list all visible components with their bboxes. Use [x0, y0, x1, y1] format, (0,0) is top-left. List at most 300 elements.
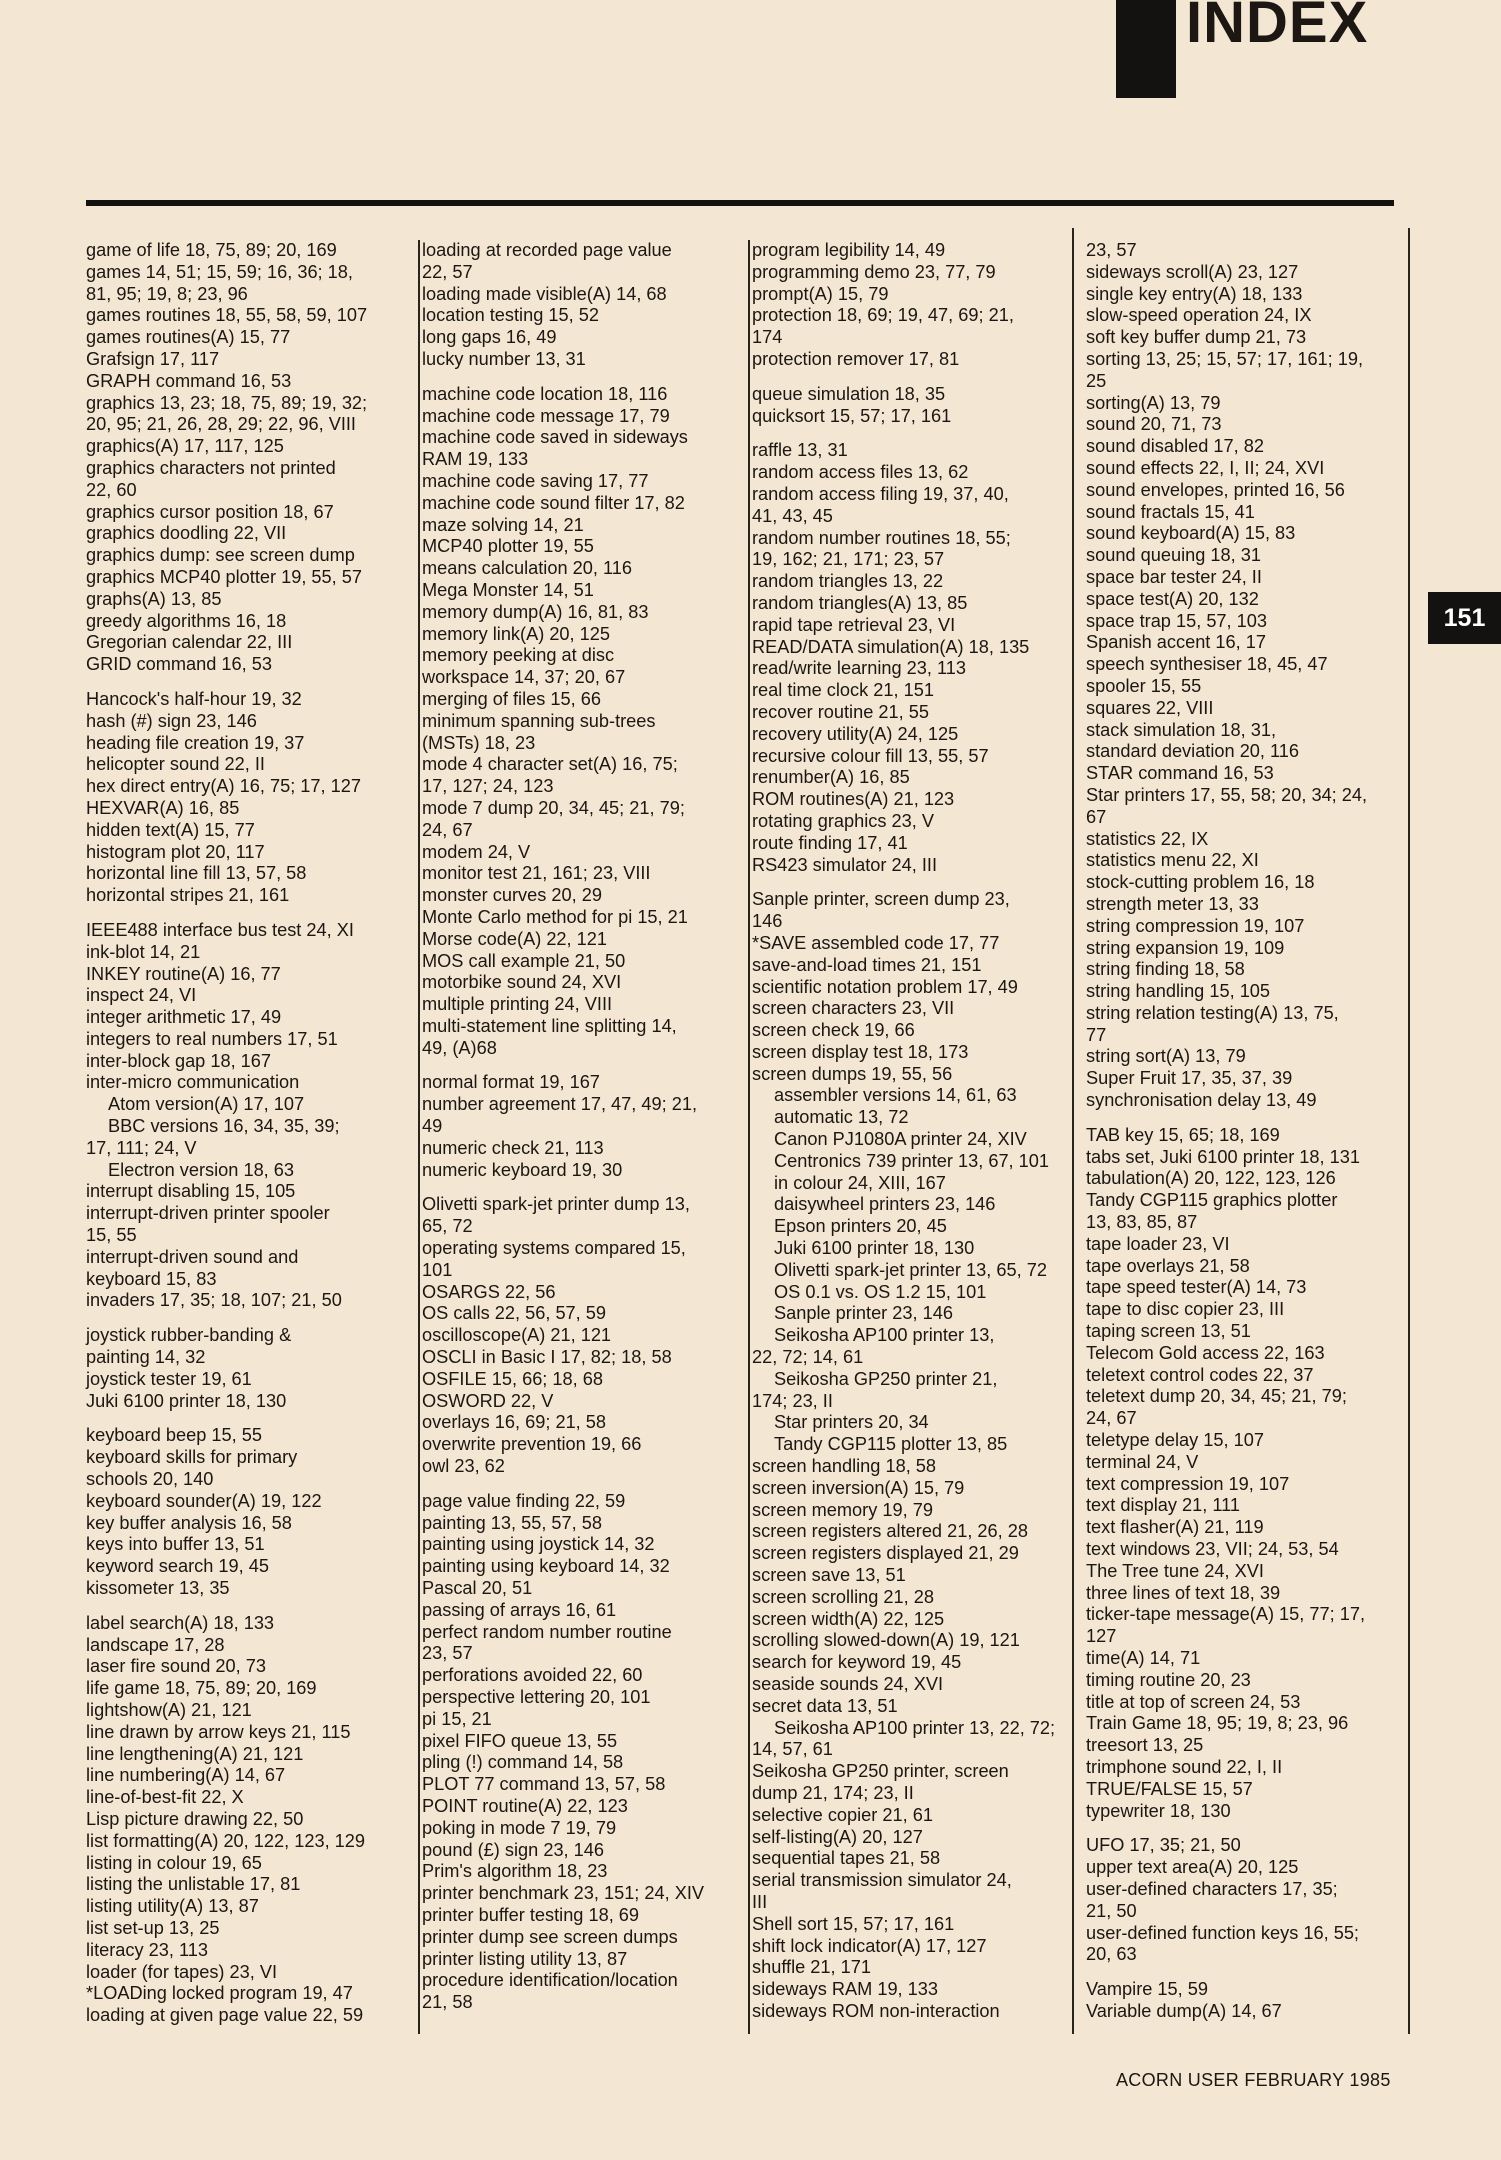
- index-entry: teletype delay 15, 107: [1086, 1430, 1264, 1451]
- index-entry: sequential tapes 21, 58: [752, 1848, 941, 1869]
- index-entry: screen memory 19, 79: [752, 1499, 933, 1520]
- index-entry: machine code sound filter 17, 82: [422, 492, 685, 513]
- index-entry: RAM 19, 133: [422, 449, 529, 470]
- index-entry: recover routine 21, 55: [752, 701, 929, 722]
- index-entry: tape loader 23, VI: [1086, 1233, 1230, 1254]
- index-entry: user-defined characters 17, 35;: [1086, 1878, 1338, 1899]
- index-entry: joystick tester 19, 61: [86, 1368, 252, 1389]
- index-entry: tabs set, Juki 6100 printer 18, 131: [1086, 1146, 1360, 1167]
- index-entry: quicksort 15, 57; 17, 161: [752, 405, 952, 426]
- index-section-gap: [422, 1059, 752, 1072]
- index-entry: graphics characters not printed: [86, 457, 336, 478]
- index-entry: BBC versions 16, 34, 35, 39;: [108, 1116, 340, 1137]
- index-entry: 17, 127; 24, 123: [422, 776, 554, 797]
- index-entry: pound (£) sign 23, 146: [422, 1839, 605, 1860]
- index-entry: oscilloscope(A) 21, 121: [422, 1325, 612, 1346]
- index-entry: upper text area(A) 20, 125: [1086, 1857, 1299, 1878]
- index-entry: label search(A) 18, 133: [86, 1612, 275, 1633]
- index-entry: IEEE488 interface bus test 24, XI: [86, 919, 354, 940]
- index-entry: strength meter 13, 33: [1086, 893, 1259, 914]
- index-entry: Seikosha AP100 printer 13, 22, 72;: [774, 1717, 1056, 1738]
- index-entry: mode 4 character set(A) 16, 75;: [422, 754, 678, 775]
- top-rule: [86, 200, 1394, 206]
- index-entry: teletext control codes 22, 37: [1086, 1364, 1314, 1385]
- index-entry: owl 23, 62: [422, 1456, 505, 1477]
- index-entry: pi 15, 21: [422, 1708, 492, 1729]
- index-entry: long gaps 16, 49: [422, 327, 557, 348]
- index-entry: 24, 67: [422, 819, 473, 840]
- index-entry: Canon PJ1080A printer 24, XIV: [774, 1129, 1027, 1150]
- index-section-gap: [86, 1412, 416, 1425]
- index-entry: life game 18, 75, 89; 20, 169: [86, 1678, 317, 1699]
- index-entry: Pascal 20, 51: [422, 1578, 533, 1599]
- index-entry: Sanple printer 23, 146: [774, 1303, 953, 1324]
- index-entry: graphs(A) 13, 85: [86, 588, 222, 609]
- index-entry: queue simulation 18, 35: [752, 383, 946, 404]
- index-entry: 146: [752, 911, 783, 932]
- index-entry: soft key buffer dump 21, 73: [1086, 327, 1307, 348]
- index-entry: Centronics 739 printer 13, 67, 101: [774, 1150, 1050, 1171]
- index-entry: random access filing 19, 37, 40,: [752, 483, 1009, 504]
- index-entry: 65, 72: [422, 1216, 473, 1237]
- index-entry: automatic 13, 72: [774, 1107, 909, 1128]
- index-entry: Shell sort 15, 57; 17, 161: [752, 1913, 955, 1934]
- index-entry: 21, 50: [1086, 1900, 1137, 1921]
- index-entry: list set-up 13, 25: [86, 1917, 220, 1938]
- index-entry: Seikosha AP100 printer 13,: [774, 1325, 995, 1346]
- index-entry: machine code saving 17, 77: [422, 470, 649, 491]
- index-entry: prompt(A) 15, 79: [752, 283, 889, 304]
- index-entry: 14, 57, 61: [752, 1739, 833, 1760]
- index-entry: string sort(A) 13, 79: [1086, 1046, 1246, 1067]
- index-entry: OS 0.1 vs. OS 1.2 15, 101: [774, 1281, 987, 1302]
- index-entry: III: [752, 1891, 768, 1912]
- index-entry: painting 14, 32: [86, 1347, 206, 1368]
- index-entry: Variable dump(A) 14, 67: [1086, 2000, 1282, 2021]
- index-entry: stock-cutting problem 16, 18: [1086, 872, 1315, 893]
- index-entry: numeric check 21, 113: [422, 1137, 604, 1158]
- index-entry: laser fire sound 20, 73: [86, 1656, 266, 1677]
- index-entry: text compression 19, 107: [1086, 1473, 1290, 1494]
- index-entry: space bar tester 24, II: [1086, 566, 1262, 587]
- index-entry: tabulation(A) 20, 122, 123, 126: [1086, 1168, 1336, 1189]
- index-entry: random access files 13, 62: [752, 462, 969, 483]
- index-entry: renumber(A) 16, 85: [752, 767, 910, 788]
- index-entry: 21, 58: [422, 1992, 473, 2013]
- index-entry: time(A) 14, 71: [1086, 1648, 1201, 1668]
- index-entry: OSCLI in Basic I 17, 82; 18, 58: [422, 1347, 672, 1368]
- index-entry: list formatting(A) 20, 122, 123, 129: [86, 1830, 366, 1851]
- index-entry: tape overlays 21, 58: [1086, 1255, 1250, 1276]
- index-entry: text flasher(A) 21, 119: [1086, 1517, 1264, 1538]
- index-entry: Juki 6100 printer 18, 130: [86, 1390, 287, 1411]
- index-entry: 101: [422, 1259, 453, 1280]
- index-entry: statistics menu 22, XI: [1086, 850, 1259, 871]
- index-entry: INKEY routine(A) 16, 77: [86, 963, 281, 984]
- index-entry: lightshow(A) 21, 121: [86, 1700, 252, 1720]
- index-entry: string compression 19, 107: [1086, 915, 1305, 936]
- index-entry: listing in colour 19, 65: [86, 1852, 262, 1873]
- index-entry: Morse code(A) 22, 121: [422, 928, 608, 949]
- index-entry: sorting 13, 25; 15, 57; 17, 161; 19,: [1086, 348, 1364, 369]
- index-entry: landscape 17, 28: [86, 1634, 225, 1655]
- index-entry: RS423 simulator 24, III: [752, 854, 937, 875]
- index-entry: 20, 95; 21, 26, 28, 29; 22, 96, VIII: [86, 414, 356, 435]
- index-entry: treesort 13, 25: [1086, 1735, 1204, 1756]
- index-entry: graphics MCP40 plotter 19, 55, 57: [86, 566, 363, 587]
- index-entry: monitor test 21, 161; 23, VIII: [422, 863, 651, 884]
- index-entry: *SAVE assembled code 17, 77: [752, 932, 1000, 953]
- index-entry: modem 24, V: [422, 841, 531, 862]
- index-entry: printer buffer testing 18, 69: [422, 1904, 640, 1925]
- index-entry: inter-block gap 18, 167: [86, 1050, 272, 1071]
- index-entry: in colour 24, XIII, 167: [774, 1172, 946, 1193]
- index-entry: daisywheel printers 23, 146: [774, 1194, 996, 1215]
- index-entry: Star printers 20, 34: [774, 1412, 929, 1433]
- index-entry: terminal 24, V: [1086, 1451, 1199, 1472]
- index-entry: loader (for tapes) 23, VI: [86, 1961, 278, 1982]
- index-entry: graphics cursor position 18, 67: [86, 501, 334, 522]
- index-entry: serial transmission simulator 24,: [752, 1870, 1012, 1891]
- index-entry: string expansion 19, 109: [1086, 937, 1285, 958]
- index-entry: recursive colour fill 13, 55, 57: [752, 745, 989, 766]
- index-entry: statistics 22, IX: [1086, 828, 1209, 849]
- index-entry: HEXVAR(A) 16, 85: [86, 797, 240, 818]
- index-entry: random triangles 13, 22: [752, 571, 944, 592]
- index-entry: sound envelopes, printed 16, 56: [1086, 479, 1345, 500]
- index-entry: hash (#) sign 23, 146: [86, 710, 257, 731]
- index-entry: sound keyboard(A) 15, 83: [1086, 523, 1296, 544]
- index-entry: overlays 16, 69; 21, 58: [422, 1412, 607, 1433]
- index-entry: sorting(A) 13, 79: [1086, 392, 1221, 413]
- index-entry: Olivetti spark-jet printer dump 13,: [422, 1194, 690, 1215]
- index-section-gap: [422, 1478, 752, 1491]
- index-entry: Olivetti spark-jet printer 13, 65, 72: [774, 1259, 1047, 1280]
- index-entry: GRID command 16, 53: [86, 654, 272, 675]
- index-entry: keys into buffer 13, 51: [86, 1534, 265, 1555]
- index-entry: text windows 23, VII; 24, 53, 54: [1086, 1539, 1339, 1560]
- index-entry: perspective lettering 20, 101: [422, 1687, 651, 1707]
- index-entry: TAB key 15, 65; 18, 169: [1086, 1124, 1280, 1145]
- index-section-gap: [422, 1181, 752, 1194]
- index-entry: speech synthesiser 18, 45, 47: [1086, 654, 1328, 675]
- index-entry: screen characters 23, VII: [752, 998, 955, 1019]
- index-entry: greedy algorithms 16, 18: [86, 610, 287, 631]
- index-entry: 24, 67: [1086, 1408, 1137, 1429]
- index-entry: machine code message 17, 79: [422, 405, 670, 426]
- index-entry: standard deviation 20, 116: [1086, 741, 1300, 762]
- index-entry: keyboard skills for primary: [86, 1447, 298, 1468]
- index-entry: save-and-load times 21, 151: [752, 954, 982, 975]
- index-entry: Seikosha GP250 printer 21,: [774, 1368, 998, 1389]
- index-entry: recovery utility(A) 24, 125: [752, 723, 959, 744]
- index-entry: graphics 13, 23; 18, 75, 89; 19, 32;: [86, 392, 368, 413]
- index-entry: memory link(A) 20, 125: [422, 623, 611, 644]
- index-entry: screen inversion(A) 15, 79: [752, 1477, 965, 1498]
- index-entry: tape to disc copier 23, III: [1086, 1299, 1285, 1320]
- index-entry: keyboard 15, 83: [86, 1268, 217, 1289]
- index-entry: OS calls 22, 56, 57, 59: [422, 1303, 607, 1324]
- index-entry: heading file creation 19, 37: [86, 732, 305, 753]
- index-section-gap: [752, 876, 1082, 889]
- index-entry: screen registers displayed 21, 29: [752, 1543, 1019, 1564]
- index-section-gap: [1086, 1112, 1416, 1125]
- index-entry: rapid tape retrieval 23, VI: [752, 614, 956, 635]
- header-block: [1116, 0, 1176, 98]
- index-entry: (MSTs) 18, 23: [422, 732, 536, 753]
- index-entry: mode 7 dump 20, 34, 45; 21, 79;: [422, 797, 685, 818]
- index-entry: minimum spanning sub-trees: [422, 710, 656, 731]
- index-entry: typewriter 18, 130: [1086, 1800, 1231, 1821]
- index-entry: protection remover 17, 81: [752, 348, 960, 369]
- index-section-gap: [86, 1600, 416, 1613]
- index-entry: GRAPH command 16, 53: [86, 370, 292, 391]
- index-entry: overwrite prevention 19, 66: [422, 1434, 642, 1455]
- index-column-2: [422, 240, 752, 2014]
- index-entry: Mega Monster 14, 51: [422, 579, 594, 600]
- index-entry: screen display test 18, 173: [752, 1041, 969, 1062]
- index-entry: programming demo 23, 77, 79: [752, 261, 996, 282]
- index-entry: screen width(A) 22, 125: [752, 1608, 945, 1629]
- index-entry: ticker-tape message(A) 15, 77; 17,: [1086, 1604, 1366, 1625]
- index-entry: 127: [1086, 1626, 1117, 1647]
- index-entry: Electron version 18, 63: [108, 1159, 295, 1180]
- index-entry: single key entry(A) 18, 133: [1086, 283, 1303, 304]
- index-entry: rotating graphics 23, V: [752, 810, 934, 831]
- index-entry: Juki 6100 printer 18, 130: [774, 1238, 975, 1259]
- index-entry: interrupt-driven sound and: [86, 1246, 299, 1267]
- index-entry: spooler 15, 55: [1086, 675, 1202, 696]
- index-entry: screen check 19, 66: [752, 1020, 915, 1041]
- index-entry: invaders 17, 35; 18, 107; 21, 50: [86, 1290, 342, 1311]
- index-entry: painting using joystick 14, 32: [422, 1534, 655, 1555]
- index-entry: sound queuing 18, 31: [1086, 545, 1261, 566]
- index-entry: means calculation 20, 116: [422, 558, 632, 579]
- index-entry: horizontal stripes 21, 161: [86, 885, 290, 906]
- index-entry: 19, 162; 21, 171; 23, 57: [752, 549, 945, 570]
- index-entry: monster curves 20, 29: [422, 885, 602, 906]
- index-entry: Atom version(A) 17, 107: [108, 1094, 305, 1115]
- index-entry: interrupt-driven printer spooler: [86, 1203, 330, 1224]
- index-entry: text display 21, 111: [1086, 1495, 1241, 1516]
- index-entry: OSARGS 22, 56: [422, 1281, 556, 1302]
- index-entry: 23, 57: [422, 1643, 473, 1664]
- index-entry: synchronisation delay 13, 49: [1086, 1090, 1317, 1111]
- index-entry: Grafsign 17, 117: [86, 348, 220, 369]
- index-entry: slow-speed operation 24, IX: [1086, 305, 1312, 326]
- index-entry: squares 22, VIII: [1086, 697, 1214, 718]
- index-entry: string finding 18, 58: [1086, 959, 1245, 980]
- index-entry: search for keyword 19, 45: [752, 1652, 962, 1673]
- index-entry: Train Game 18, 95; 19, 8; 23, 96: [1086, 1713, 1349, 1734]
- index-entry: sound 20, 71, 73: [1086, 414, 1222, 435]
- index-section-gap: [86, 907, 416, 920]
- index-entry: joystick rubber-banding &: [86, 1325, 292, 1346]
- index-entry: Super Fruit 17, 35, 37, 39: [1086, 1068, 1293, 1089]
- index-entry: 22, 60: [86, 479, 137, 500]
- index-entry: route finding 17, 41: [752, 832, 908, 853]
- index-entry: graphics doodling 22, VII: [86, 523, 287, 544]
- index-entry: shuffle 21, 171: [752, 1957, 871, 1978]
- index-entry: seaside sounds 24, XVI: [752, 1674, 944, 1694]
- index-entry: Gregorian calendar 22, III: [86, 632, 293, 653]
- index-entry: 174: [752, 327, 783, 348]
- index-column-4: [1086, 240, 1416, 2023]
- index-entry: Tandy CGP115 plotter 13, 85: [774, 1434, 1008, 1455]
- index-entry: memory dump(A) 16, 81, 83: [422, 601, 649, 622]
- index-entry: The Tree tune 24, XVI: [1086, 1560, 1264, 1581]
- index-entry: string relation testing(A) 13, 75,: [1086, 1002, 1339, 1023]
- index-entry: UFO 17, 35; 21, 50: [1086, 1835, 1241, 1856]
- index-entry: sound effects 22, I, II; 24, XVI: [1086, 457, 1325, 478]
- index-column-3: [752, 240, 1082, 2023]
- index-entry: sound disabled 17, 82: [1086, 436, 1264, 457]
- index-entry: line numbering(A) 14, 67: [86, 1765, 286, 1786]
- index-entry: numeric keyboard 19, 30: [422, 1159, 623, 1180]
- index-entry: kissometer 13, 35: [86, 1578, 230, 1599]
- index-entry: horizontal line fill 13, 57, 58: [86, 863, 307, 884]
- index-entry: Vampire 15, 59: [1086, 1979, 1208, 2000]
- index-entry: number agreement 17, 47, 49; 21,: [422, 1094, 698, 1115]
- index-entry: Lisp picture drawing 22, 50: [86, 1808, 304, 1829]
- index-entry: MCP40 plotter 19, 55: [422, 536, 594, 557]
- index-entry: literacy 23, 113: [86, 1939, 208, 1960]
- index-entry: operating systems compared 15,: [422, 1238, 686, 1259]
- index-entry: 17, 111; 24, V: [86, 1137, 197, 1158]
- index-entry: OSFILE 15, 66; 18, 68: [422, 1368, 603, 1389]
- index-entry: PLOT 77 command 13, 57, 58: [422, 1774, 666, 1795]
- index-entry: secret data 13, 51: [752, 1695, 898, 1716]
- index-entry: title at top of screen 24, 53: [1086, 1691, 1301, 1712]
- index-entry: three lines of text 18, 39: [1086, 1582, 1281, 1603]
- index-entry: tape speed tester(A) 14, 73: [1086, 1277, 1307, 1298]
- index-entry: assembler versions 14, 61, 63: [774, 1085, 1017, 1106]
- index-entry: printer dump see screen dumps: [422, 1926, 678, 1947]
- index-entry: MOS call example 21, 50: [422, 950, 626, 971]
- index-entry: painting 13, 55, 57, 58: [422, 1512, 603, 1533]
- index-entry: games routines(A) 15, 77: [86, 327, 291, 348]
- index-entry: screen handling 18, 58: [752, 1456, 937, 1477]
- index-entry: 81, 95; 19, 8; 23, 96: [86, 283, 248, 304]
- index-entry: multi-statement line splitting 14,: [422, 1015, 677, 1036]
- index-entry: raffle 13, 31: [752, 440, 848, 461]
- index-entry: graphics dump: see screen dump: [86, 545, 355, 566]
- index-entry: pling (!) command 14, 58: [422, 1752, 624, 1773]
- index-entry: pixel FIFO queue 13, 55: [422, 1730, 618, 1751]
- index-entry: TRUE/FALSE 15, 57: [1086, 1778, 1253, 1799]
- index-entry: machine code saved in sideways: [422, 427, 688, 448]
- index-entry: workspace 14, 37; 20, 67: [422, 667, 626, 688]
- index-entry: Hancock's half-hour 19, 32: [86, 688, 302, 709]
- index-entry: passing of arrays 16, 61: [422, 1599, 617, 1620]
- index-entry: sound fractals 15, 41: [1086, 501, 1255, 522]
- index-entry: listing the unlistable 17, 81: [86, 1874, 301, 1895]
- index-entry: program legibility 14, 49: [752, 240, 946, 260]
- page-title: INDEX: [1186, 0, 1369, 55]
- index-entry: maze solving 14, 21: [422, 514, 584, 535]
- index-entry: games 14, 51; 15, 59; 16, 36; 18,: [86, 261, 353, 282]
- index-entry: perfect random number routine: [422, 1621, 672, 1642]
- index-entry: screen dumps 19, 55, 56: [752, 1063, 953, 1084]
- index-entry: READ/DATA simulation(A) 18, 135: [752, 636, 1030, 657]
- index-entry: sideways scroll(A) 23, 127: [1086, 261, 1299, 282]
- column-divider: [1408, 228, 1410, 2034]
- page-number-tab: 151: [1428, 592, 1501, 644]
- index-entry: line lengthening(A) 21, 121: [86, 1743, 304, 1764]
- index-entry: 22, 72; 14, 61: [752, 1347, 864, 1368]
- index-entry: normal format 19, 167: [422, 1072, 600, 1093]
- index-entry: graphics(A) 17, 117, 125: [86, 436, 284, 457]
- index-entry: random triangles(A) 13, 85: [752, 592, 968, 613]
- index-entry: 23, 57: [1086, 240, 1137, 260]
- index-entry: Tandy CGP115 graphics plotter: [1086, 1190, 1338, 1211]
- index-entry: integers to real numbers 17, 51: [86, 1028, 338, 1049]
- index-entry: *LOADing locked program 19, 47: [86, 1983, 353, 2004]
- index-entry: scientific notation problem 17, 49: [752, 976, 1018, 997]
- index-entry: protection 18, 69; 19, 47, 69; 21,: [752, 305, 1014, 326]
- index-entry: integer arithmetic 17, 49: [86, 1007, 282, 1028]
- index-entry: schools 20, 140: [86, 1469, 214, 1490]
- index-entry: screen registers altered 21, 26, 28: [752, 1521, 1029, 1542]
- index-entry: keyboard beep 15, 55: [86, 1425, 262, 1446]
- column-divider: [418, 240, 420, 2034]
- index-entry: loading made visible(A) 14, 68: [422, 283, 667, 304]
- index-entry: Prim's algorithm 18, 23: [422, 1861, 608, 1882]
- index-entry: space trap 15, 57, 103: [1086, 610, 1267, 631]
- index-entry: key buffer analysis 16, 58: [86, 1512, 292, 1533]
- index-entry: lucky number 13, 31: [422, 348, 586, 369]
- index-entry: ROM routines(A) 21, 123: [752, 789, 955, 810]
- index-entry: Star printers 17, 55, 58; 20, 34; 24,: [1086, 784, 1368, 805]
- index-entry: sideways ROM non-interaction: [752, 2000, 1000, 2021]
- index-entry: Sanple printer, screen dump 23,: [752, 889, 1010, 910]
- index-entry: 25: [1086, 370, 1107, 391]
- index-entry: memory peeking at disc: [422, 645, 615, 666]
- index-entry: 13, 83, 85, 87: [1086, 1212, 1198, 1233]
- index-entry: page value finding 22, 59: [422, 1490, 626, 1511]
- index-entry: screen save 13, 51: [752, 1565, 906, 1586]
- index-entry: keyboard sounder(A) 19, 122: [86, 1490, 322, 1511]
- index-entry: histogram plot 20, 117: [86, 841, 265, 862]
- index-entry: printer listing utility 13, 87: [422, 1948, 628, 1969]
- index-entry: painting using keyboard 14, 32: [422, 1556, 670, 1577]
- index-entry: taping screen 13, 51: [1086, 1321, 1251, 1342]
- index-entry: ink-blot 14, 21: [86, 941, 201, 962]
- footer-publication: ACORN USER FEBRUARY 1985: [1116, 2070, 1391, 2090]
- index-entry: loading at recorded page value: [422, 240, 672, 260]
- index-entry: motorbike sound 24, XVI: [422, 972, 622, 993]
- index-entry: user-defined function keys 16, 55;: [1086, 1922, 1359, 1943]
- index-entry: procedure identification/location: [422, 1970, 678, 1991]
- index-entry: screen scrolling 21, 28: [752, 1586, 934, 1607]
- index-entry: game of life 18, 75, 89; 20, 169: [86, 240, 337, 260]
- index-entry: POINT routine(A) 22, 123: [422, 1795, 628, 1816]
- index-entry: OSWORD 22, V: [422, 1390, 554, 1411]
- index-column-1: [86, 240, 416, 2027]
- index-section-gap: [752, 427, 1082, 440]
- index-entry: hidden text(A) 15, 77: [86, 819, 255, 840]
- column-divider: [748, 240, 750, 2034]
- index-section-gap: [422, 371, 752, 384]
- index-entry: inter-micro communication: [86, 1072, 300, 1093]
- index-entry: sideways RAM 19, 133: [752, 1979, 939, 2000]
- index-entry: Telecom Gold access 22, 163: [1086, 1342, 1325, 1363]
- index-entry: Epson printers 20, 45: [774, 1216, 947, 1237]
- index-entry: location testing 15, 52: [422, 305, 599, 326]
- index-entry: 20, 63: [1086, 1944, 1137, 1965]
- index-entry: selective copier 21, 61: [752, 1804, 933, 1825]
- index-entry: keyword search 19, 45: [86, 1556, 269, 1577]
